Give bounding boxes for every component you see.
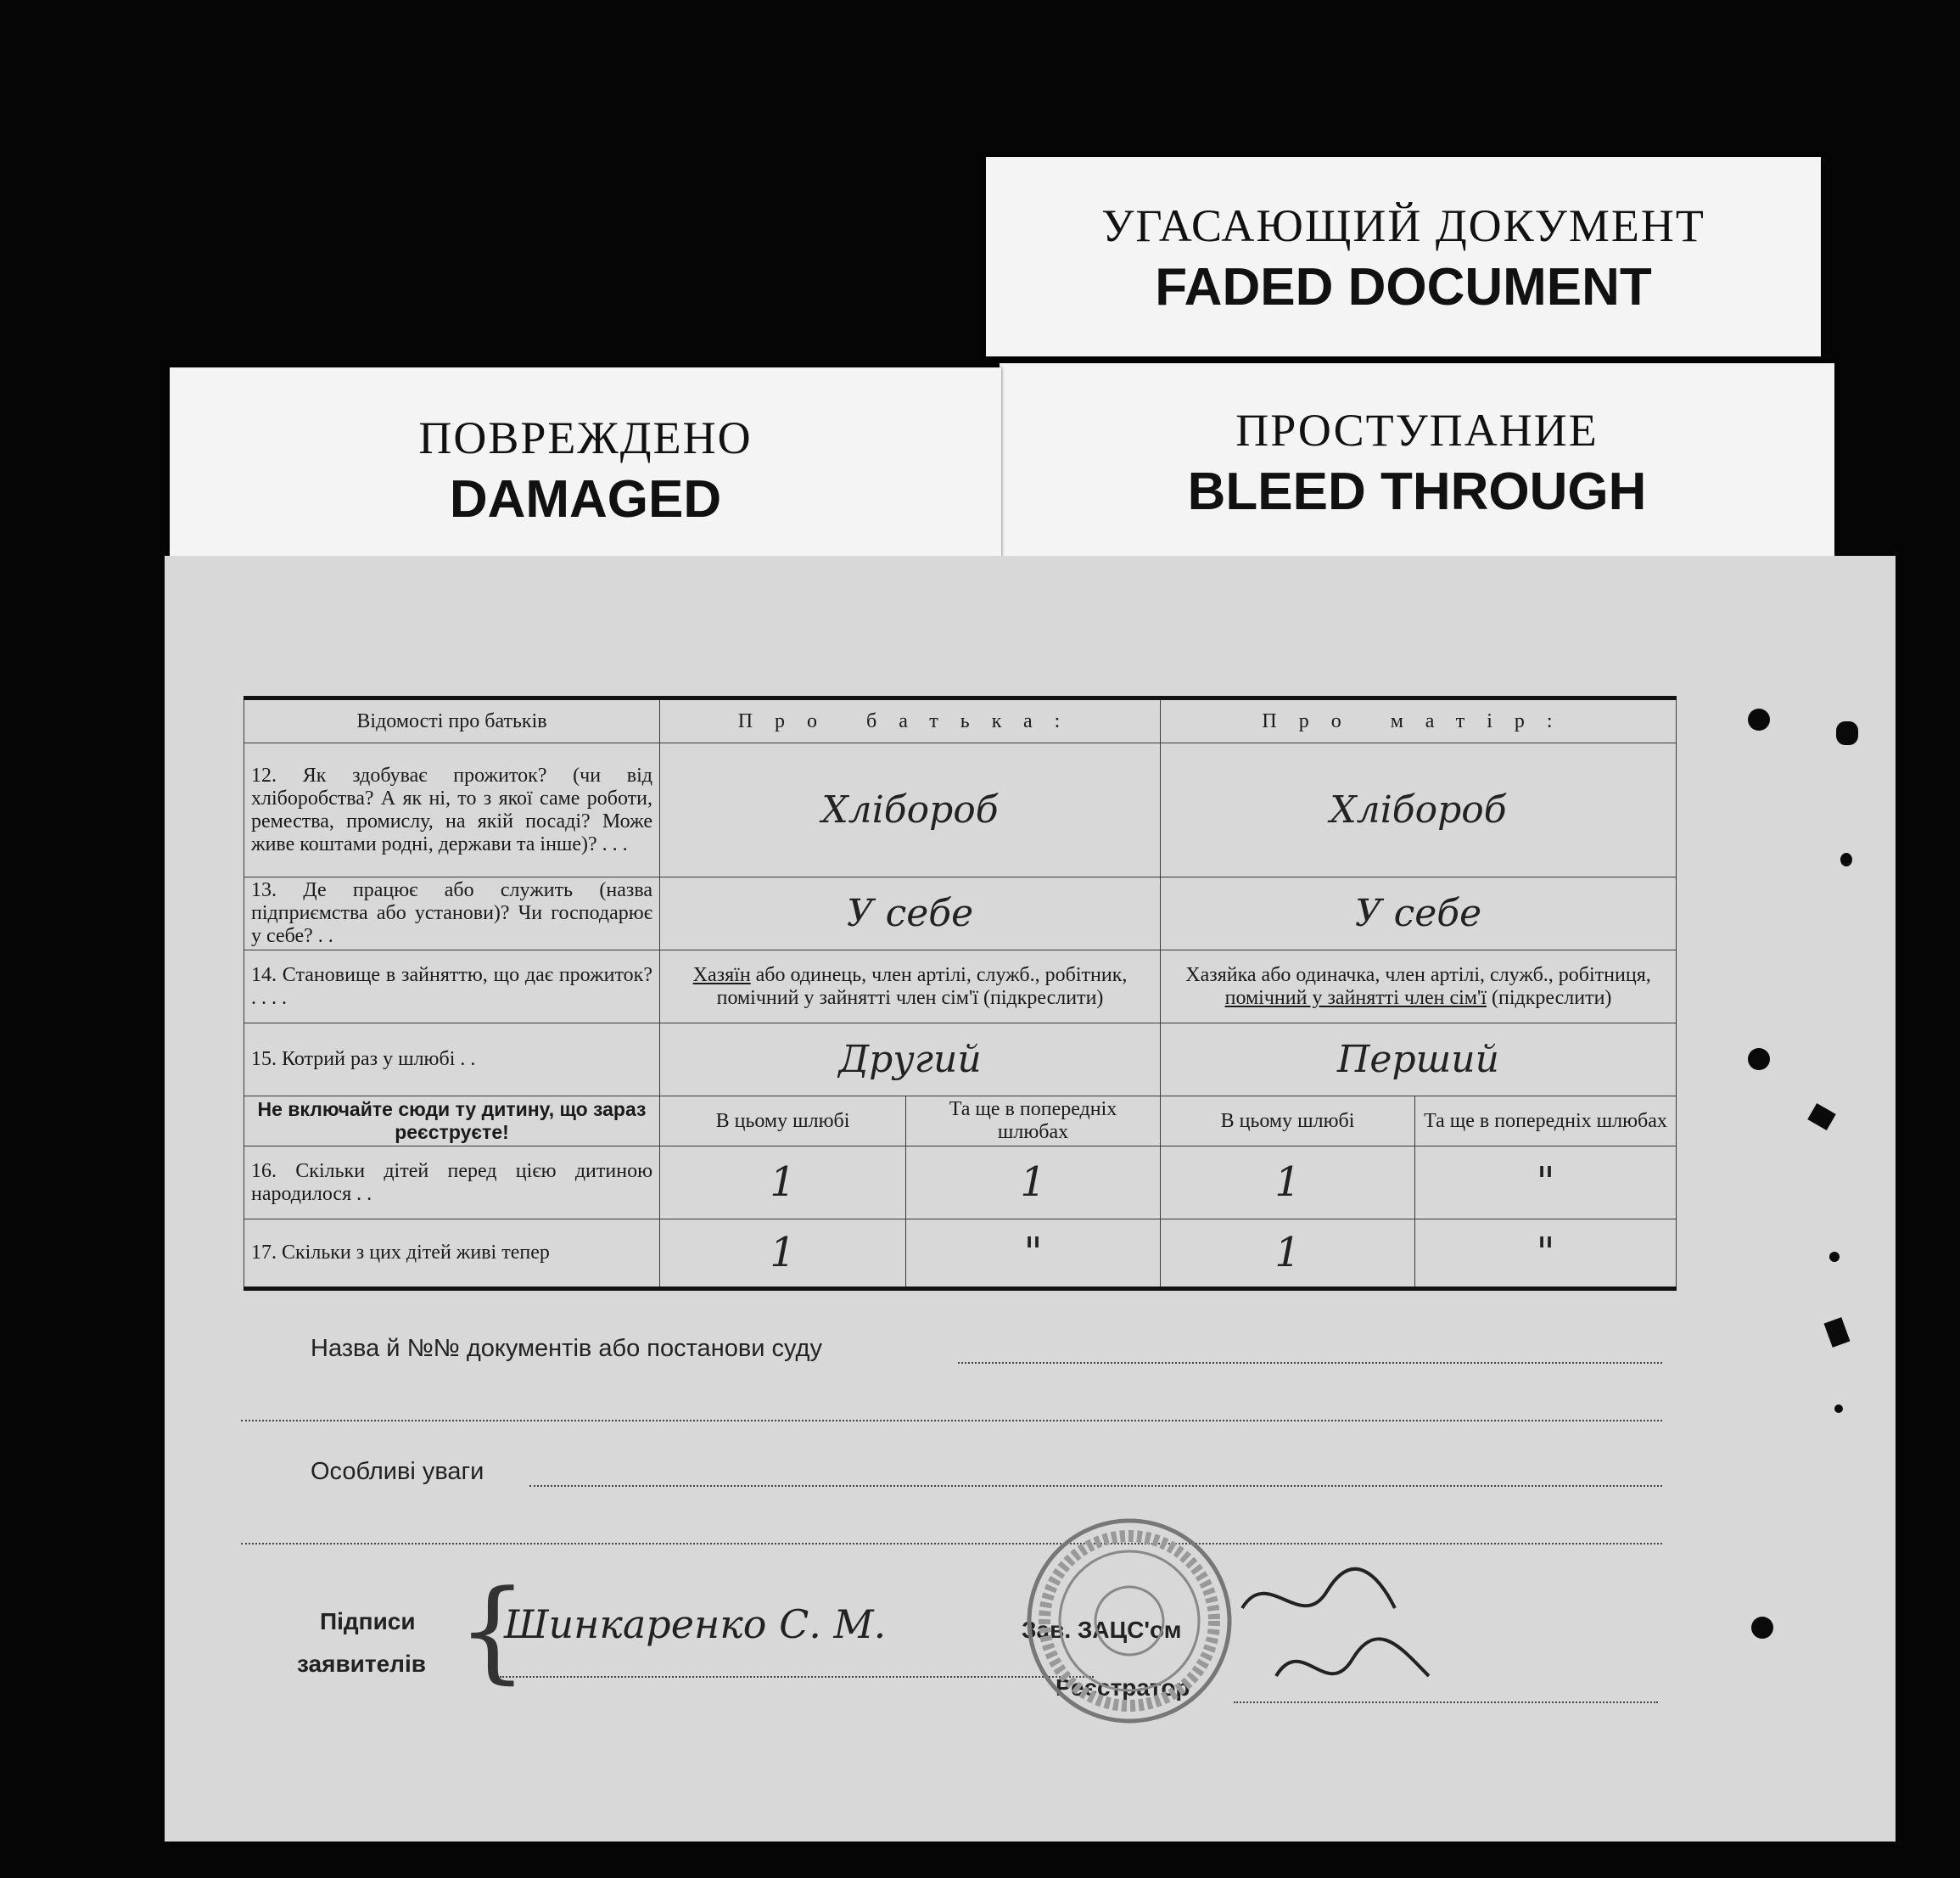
damaged-label-en: DAMAGED	[449, 470, 722, 529]
parents-info-table	[244, 696, 1677, 1291]
children-alive-value: "	[906, 1219, 1161, 1289]
official-seal-stamp	[1023, 1515, 1235, 1727]
question-16: 16. Скільки дітей перед цією дитиною народилося . .	[244, 1146, 660, 1219]
father-status	[660, 950, 1161, 1023]
damage-tear	[1840, 853, 1852, 866]
head-of-registry-label: Зав. ЗАЦС'ом	[1022, 1617, 1182, 1643]
children-born-value: 1	[906, 1146, 1161, 1219]
father-occupation: Хлібороб	[660, 743, 1161, 877]
documents-label: Назва й №№ документів або постанови суду	[311, 1335, 822, 1362]
damage-tear	[1829, 1252, 1840, 1262]
table-row	[244, 1219, 1677, 1289]
signatures-label: Підписи	[320, 1608, 416, 1634]
mother-occupation: Хлібороб	[1161, 743, 1677, 877]
question-12: 12. Як здобуває прожиток? (чи від хліборобства? А як ні, то з якої саме роботи, ремества, промислу, на якій посаді? Може живе коштами родні, держави та інше)? . . .	[244, 743, 660, 877]
bleed-label-en: BLEED THROUGH	[1187, 462, 1647, 521]
children-alive-value: 1	[1161, 1219, 1415, 1289]
header-father: Про батька:	[660, 698, 1161, 743]
mother-in-this-marriage: В цьому шлюбі	[1161, 1096, 1415, 1146]
table-row	[244, 743, 1677, 877]
mother-workplace: У себе	[1161, 877, 1677, 950]
applicant-signature: Шинкаренко С. М.	[504, 1601, 887, 1647]
faded-label-ru: УГАСАЮЩИЙ ДОКУМЕНТ	[1101, 200, 1705, 251]
children-alive-value: "	[1415, 1219, 1677, 1289]
children-alive-value: 1	[660, 1219, 906, 1289]
mother-in-previous-marriages: Та ще в попередніх шлюбах	[1415, 1096, 1677, 1146]
father-marriage-number: Другий	[660, 1023, 1161, 1096]
brace-symbol: {	[457, 1566, 528, 1695]
father-in-previous-marriages: Та ще в попередніх шлюбах	[906, 1096, 1161, 1146]
damage-tear	[1807, 1103, 1836, 1130]
question-17: 17. Скільки з цих дітей живі тепер	[244, 1219, 660, 1289]
faded-label-en: FADED DOCUMENT	[1155, 258, 1652, 317]
dotted-line	[241, 1420, 1662, 1421]
damage-tear	[1836, 721, 1858, 745]
punch-hole	[1748, 1048, 1770, 1070]
dotted-line	[241, 1543, 1662, 1544]
punch-hole	[1751, 1617, 1773, 1639]
bleed-label-ru: ПРОСТУПАНИЕ	[1235, 405, 1599, 456]
mother-marriage-number: Перший	[1161, 1023, 1677, 1096]
question-14: 14. Становище в зайняттю, що дає прожиток? . . . .	[244, 950, 660, 1023]
children-header-row	[244, 1096, 1677, 1146]
bleed-through-label	[1000, 363, 1834, 558]
table-row	[244, 1146, 1677, 1219]
registrar-signature-scribble	[1225, 1557, 1446, 1710]
mother-status-pre: Хазяйка або одиначка, член артілі, служб., робітниця,	[1185, 963, 1651, 986]
faded-document-label	[986, 157, 1821, 356]
father-workplace: У себе	[660, 877, 1161, 950]
father-in-this-marriage: В цьому шлюбі	[660, 1096, 906, 1146]
mother-status	[1161, 950, 1677, 1023]
remarks-label: Особливі уваги	[311, 1458, 484, 1485]
father-status-rest: або одинець, член артілі, служб., робітник, помічний у зайнятті член сім'ї (підкреслити)	[716, 963, 1128, 1009]
children-born-value: "	[1415, 1146, 1677, 1219]
table-row	[244, 950, 1677, 1023]
damage-tear	[1824, 1317, 1851, 1348]
header-mother: Про матір:	[1161, 698, 1677, 743]
table-header-row	[244, 698, 1677, 743]
damaged-label	[170, 367, 1001, 564]
mother-status-rest: (підкреслити)	[1486, 986, 1612, 1009]
header-parents-info: Відомості про батьків	[244, 698, 660, 743]
father-status-underlined: Хазяїн	[692, 963, 751, 986]
table-row	[244, 1023, 1677, 1096]
children-born-value: 1	[660, 1146, 906, 1219]
mother-status-underlined: помічний у зайнятті член сім'ї	[1224, 986, 1487, 1009]
document-page	[165, 556, 1896, 1842]
dotted-line	[958, 1362, 1662, 1364]
table-row	[244, 877, 1677, 950]
punch-hole	[1748, 709, 1770, 731]
question-15: 15. Котрий раз у шлюбі . .	[244, 1023, 660, 1096]
children-born-value: 1	[1161, 1146, 1415, 1219]
applicants-label: заявителів	[297, 1651, 426, 1677]
children-note: Не включайте сюди ту дитину, що зараз реєструєте!	[244, 1096, 660, 1146]
damaged-label-ru: ПОВРЕЖДЕНО	[418, 412, 753, 463]
damage-tear	[1834, 1404, 1843, 1413]
registrar-label: Реєстратор	[1056, 1674, 1190, 1701]
question-13: 13. Де працює або служить (назва підприємства або установи)? Чи господарює у себе? . .	[244, 877, 660, 950]
dotted-line	[500, 1676, 1094, 1678]
dotted-line	[529, 1485, 1662, 1487]
